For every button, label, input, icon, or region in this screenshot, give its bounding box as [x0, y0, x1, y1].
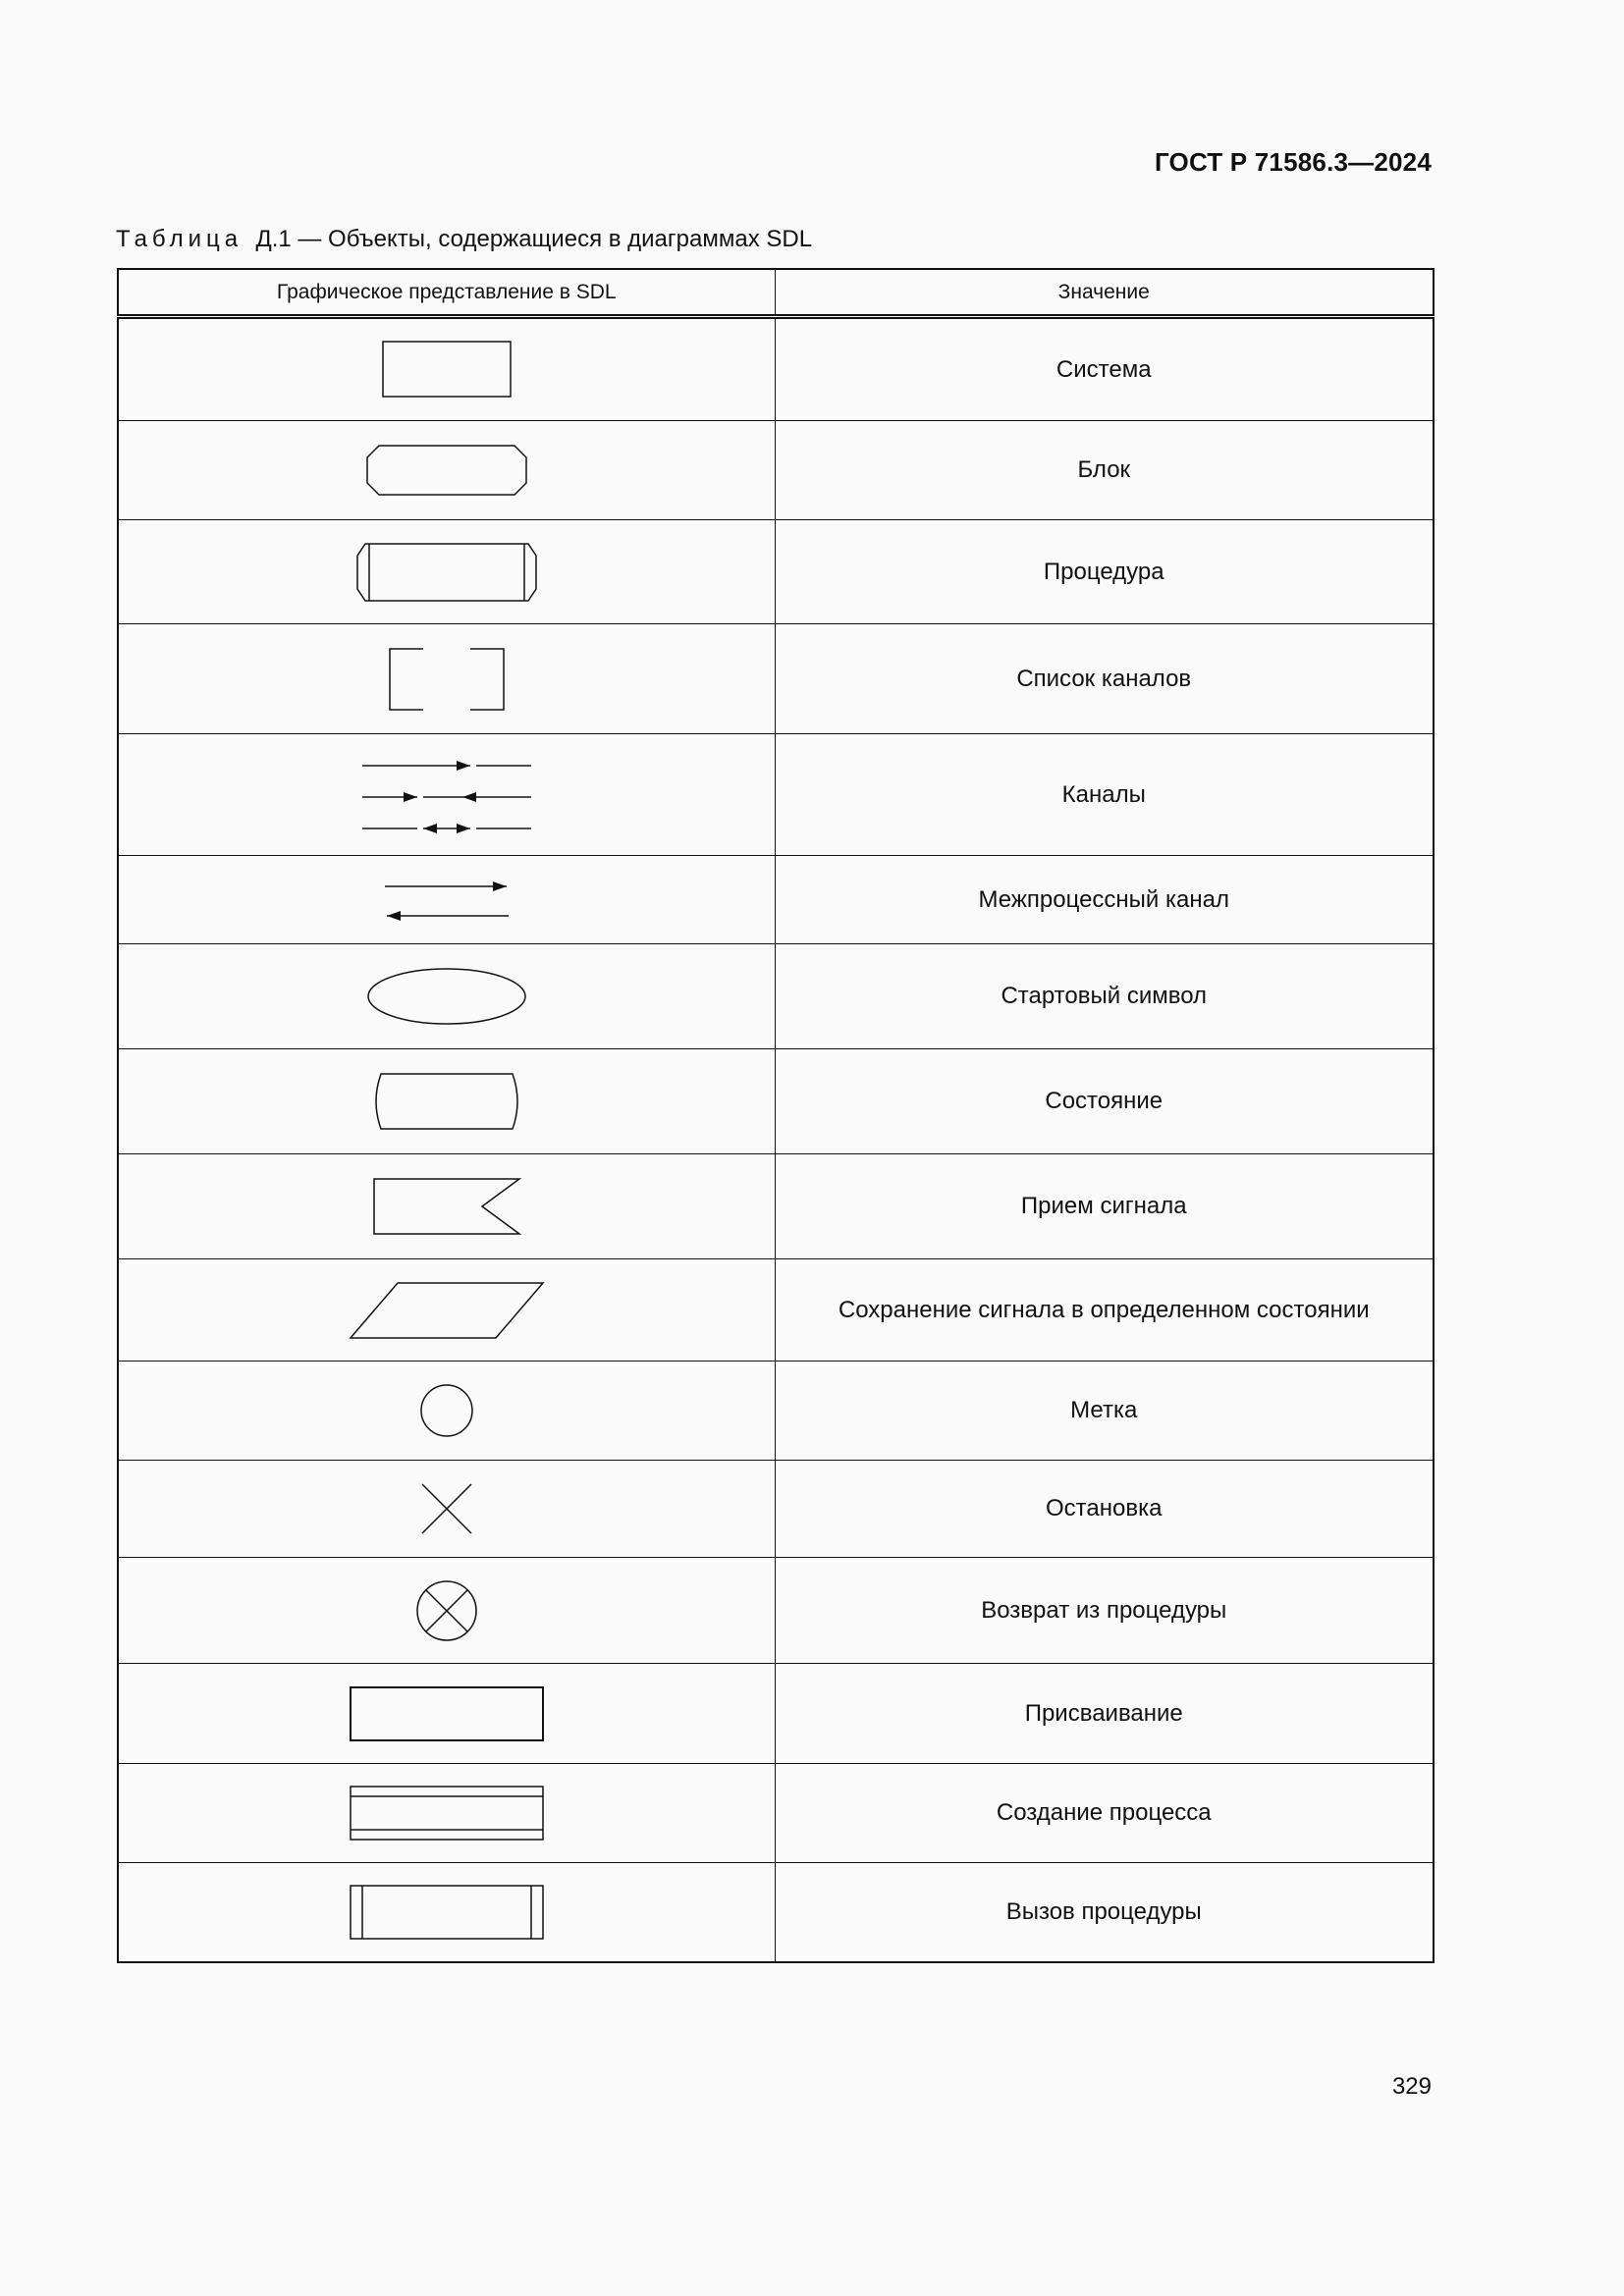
start-ellipse-icon [365, 966, 528, 1027]
channels-arrows-icon [360, 756, 533, 834]
symbol-cell [118, 624, 775, 734]
symbol-cell [118, 1863, 775, 1962]
signal-receive-icon [372, 1177, 521, 1236]
meaning-cell: Список каналов [775, 624, 1434, 734]
meaning-cell: Метка [775, 1362, 1434, 1461]
meaning-cell: Присваивание [775, 1664, 1434, 1764]
table-row [118, 317, 1434, 421]
symbol-cell [118, 1664, 775, 1764]
document-code: ГОСТ Р 71586.3—2024 [1154, 147, 1432, 177]
assignment-rectangle-icon [349, 1685, 545, 1742]
meaning-cell: Прием сигнала [775, 1154, 1434, 1259]
page-number: 329 [1391, 2073, 1432, 2100]
return-circle-cross-icon [414, 1578, 479, 1643]
meaning-cell: Каналы [775, 734, 1434, 856]
column-header-meaning: Значение [775, 269, 1434, 317]
symbol-cell [118, 734, 775, 856]
procedure-icon [355, 542, 538, 603]
block-octagon-icon [363, 444, 530, 497]
symbol-cell [118, 317, 775, 421]
symbol-cell [118, 1764, 775, 1863]
save-parallelogram-icon [349, 1281, 545, 1340]
table-row [118, 1664, 1434, 1764]
procedure-call-icon [349, 1884, 545, 1941]
table-caption [116, 226, 812, 253]
table-row [118, 734, 1434, 856]
meaning-cell: Вызов процедуры [775, 1863, 1434, 1962]
meaning-cell: Процедура [775, 520, 1434, 624]
meaning-cell: Межпроцессный канал [775, 856, 1434, 944]
table-row [118, 1461, 1434, 1558]
meaning-cell: Создание процесса [775, 1764, 1434, 1863]
system-rectangle-icon [378, 339, 515, 401]
table-caption-label: Таблица [116, 226, 244, 252]
table-row [118, 1362, 1434, 1461]
state-icon [373, 1072, 520, 1131]
symbol-cell [118, 1461, 775, 1558]
symbol-cell [118, 1154, 775, 1259]
symbol-cell [118, 856, 775, 944]
meaning-cell: Возврат из процедуры [775, 1558, 1434, 1664]
create-process-icon [349, 1785, 545, 1842]
channel-list-brackets-icon [388, 647, 506, 712]
meaning-cell: Блок [775, 421, 1434, 520]
stop-cross-icon [419, 1481, 474, 1536]
meaning-cell: Остановка [775, 1461, 1434, 1558]
symbol-cell [118, 1049, 775, 1154]
table-row [118, 1863, 1434, 1962]
interprocess-channel-icon [383, 879, 511, 922]
meaning-cell: Состояние [775, 1049, 1434, 1154]
symbol-cell [118, 1558, 775, 1664]
table-header-row [118, 269, 1434, 317]
table-row [118, 520, 1434, 624]
table-row [118, 624, 1434, 734]
meaning-cell: Система [775, 317, 1434, 421]
symbol-cell [118, 1259, 775, 1362]
symbol-cell [118, 520, 775, 624]
column-header-graphic: Графическое представление в SDL [118, 269, 775, 317]
label-circle-icon [418, 1382, 475, 1439]
table-row [118, 1558, 1434, 1664]
table-row [118, 1154, 1434, 1259]
table-row [118, 1259, 1434, 1362]
table-row [118, 421, 1434, 520]
table-row [118, 1764, 1434, 1863]
symbol-cell [118, 944, 775, 1049]
meaning-cell: Сохранение сигнала в определенном состоянии [775, 1259, 1434, 1362]
meaning-cell: Стартовый символ [775, 944, 1434, 1049]
sdl-objects-table [117, 268, 1435, 1963]
symbol-cell [118, 421, 775, 520]
table-caption-text: Д.1 — Объекты, содержащиеся в диаграммах SDL [255, 226, 813, 252]
symbol-cell [118, 1362, 775, 1461]
table-row [118, 1049, 1434, 1154]
table-row [118, 856, 1434, 944]
table-row [118, 944, 1434, 1049]
